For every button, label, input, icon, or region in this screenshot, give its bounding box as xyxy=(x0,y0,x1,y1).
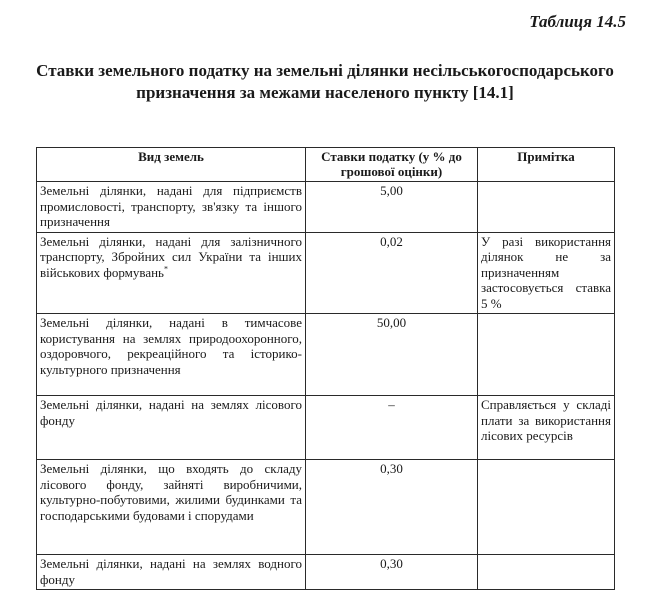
table-row xyxy=(37,314,615,396)
cell-land-type xyxy=(37,232,306,314)
cell-rate: 50,00 xyxy=(306,314,478,396)
cell-rate: 0,02 xyxy=(306,232,478,314)
cell-land-type: Земельні ділянки, що входять до складу лісового фонду, зайняті виробничими, культурно-побутовими, жилими будинками та господарськими будовами і спорудами xyxy=(37,460,306,555)
table-row xyxy=(37,555,615,590)
cell-land-type: Земельні ділянки, надані на землях водного фонду xyxy=(37,555,306,590)
header-land-type: Вид земель xyxy=(37,148,306,182)
table-row xyxy=(37,396,615,460)
cell-note xyxy=(478,460,615,555)
cell-land-type: Земельні ділянки, надані для підприємств промисловості, транспорту, зв'язку та іншого призначення xyxy=(37,182,306,233)
document-title: Ставки земельного податку на земельні ділянки несільськогосподарського призначення за межами населеного пункту [14.1] xyxy=(36,61,614,102)
cell-note: У разі використання ділянок не за призначенням застосовується ставка 5 % xyxy=(478,232,615,314)
cell-note xyxy=(478,182,615,233)
table-row xyxy=(37,460,615,555)
table-row xyxy=(37,232,615,314)
header-note: Примітка xyxy=(478,148,615,182)
cell-land-type-text: Земельні ділянки, надані для залізничного транспорту, Збройних сил України та інших військових формувань xyxy=(40,233,302,280)
cell-rate: 0,30 xyxy=(306,460,478,555)
cell-rate: – xyxy=(306,396,478,460)
cell-note: Справляється у складі плати за використання лісових ресурсів xyxy=(478,396,615,460)
tax-rates-table xyxy=(36,147,615,590)
cell-note xyxy=(478,314,615,396)
cell-note xyxy=(478,555,615,590)
table-row xyxy=(37,182,615,233)
cell-rate: 5,00 xyxy=(306,182,478,233)
table-number: Таблиця 14.5 xyxy=(529,12,626,31)
header-rate: Ставки податку (у % до грошової оцінки) xyxy=(306,148,478,182)
cell-rate: 0,30 xyxy=(306,555,478,590)
cell-land-type: Земельні ділянки, надані в тимчасове користування на землях природоохоронного, оздоровчого, рекреаційного та історико-культурного призначення xyxy=(37,314,306,396)
cell-land-type: Земельні ділянки, надані на землях лісового фонду xyxy=(37,396,306,460)
table-header-row xyxy=(37,148,615,182)
footnote-mark: * xyxy=(163,264,168,274)
